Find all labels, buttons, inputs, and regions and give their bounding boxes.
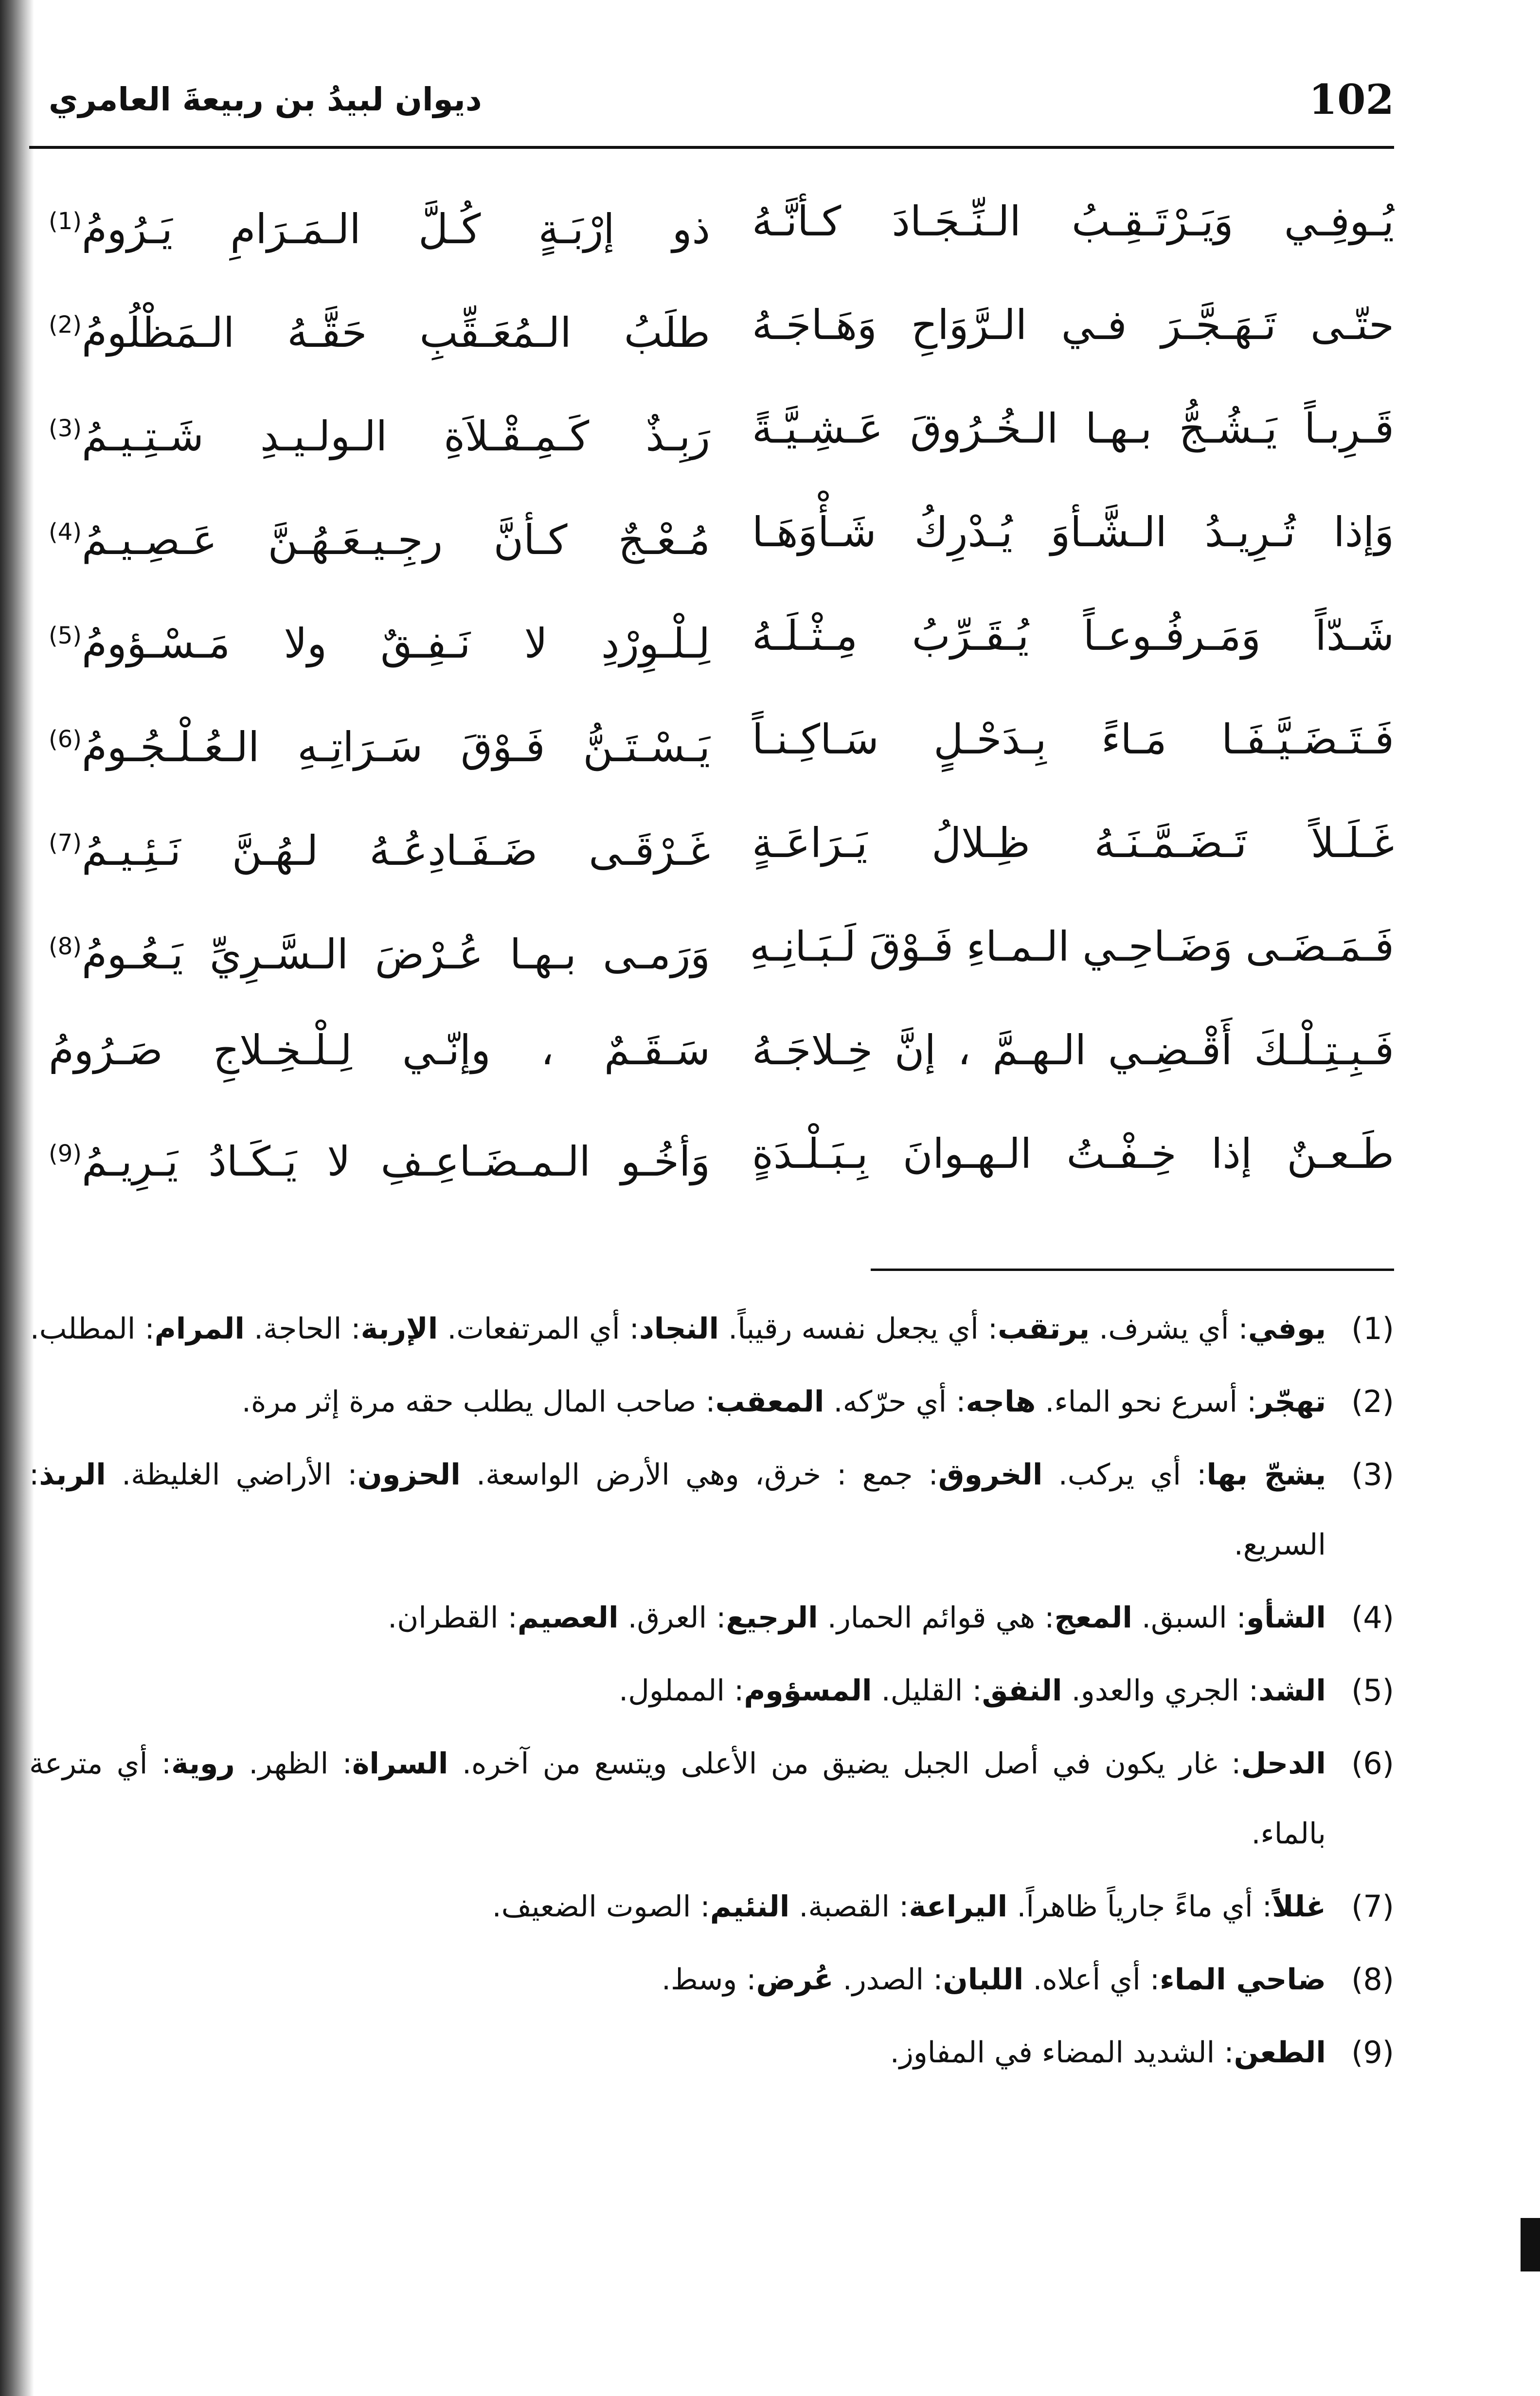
verse-second-hemistich-text: ذو إرْبَـةٍ كُـلَّ الـمَـرَامِ يَـرُومُ <box>82 205 710 253</box>
footnote-definition: : وسط. <box>661 1963 756 1997</box>
verse-first-hemistich: حتّـى تَـهَـجَّـرَ فـي الـرَّوَاحِ وَهَـاجَـهُ <box>752 301 1394 349</box>
footnote-text <box>29 1294 1326 1364</box>
verse-first-hemistich: طَـعـنٌ إذا خِـفْـتُ الـهـوانَ بِـبَـلْـدَةٍ <box>752 1130 1394 1178</box>
footnote-definition: : القصبة. <box>789 1890 909 1924</box>
verse-first-hemistich: غَـلَـلاً تَـضَـمَّـنَـهُ ظِـلالُ يَـرَاعَـةٍ <box>752 819 1394 867</box>
footnote-definition: : جمع : خرق، وهي الأرض الواسعة. <box>460 1458 938 1492</box>
footnote-term: الشأو <box>1246 1601 1326 1635</box>
verse-first-hemistich: شَـدّاً وَمَـرفُـوعـاً يُـقَـرِّبُ مِـثْـلَـهُ <box>752 612 1394 660</box>
footnote-number: (2) <box>1351 1384 1394 1419</box>
verse-line <box>29 170 1394 274</box>
footnote-definition: : هي قوائم الحمار. <box>818 1601 1055 1635</box>
footnote-definition: : الشديد المضاء في المفاوز. <box>890 2036 1234 2070</box>
footnote-definition: : أي يجعل نفسه رقيباً. <box>719 1312 998 1346</box>
footnote-definition: : السريع. <box>29 1458 1326 1562</box>
footnote-term: روية <box>171 1747 235 1781</box>
footnote-text <box>29 1367 1326 1437</box>
verse-second-hemistich <box>49 811 710 882</box>
footnote-text <box>29 2018 1326 2088</box>
footnote-number: (1) <box>1351 1311 1394 1346</box>
verse-second-hemistich-text: لِـلْـوِرْدِ لا نَـفِـقٌ ولا مَـسْـؤومُ <box>82 620 710 667</box>
footnote-term: عُرض <box>756 1963 834 1997</box>
footnote-term: النفق <box>982 1674 1062 1708</box>
verse-second-hemistich <box>49 293 710 364</box>
scan-edge-mark <box>1521 2218 1540 2271</box>
footnote-reference: (3) <box>49 415 82 442</box>
footnote-term: العصيم <box>517 1601 619 1635</box>
footnote-definition: : أي يشرف. <box>1090 1312 1248 1346</box>
verse-line <box>29 792 1394 895</box>
footnote-term: المرام <box>154 1312 245 1346</box>
footnote-term: المعقب <box>715 1385 824 1419</box>
footnote-term: الدحل <box>1241 1747 1326 1781</box>
footnote <box>29 1440 1394 1580</box>
footnote-term: المعج <box>1054 1601 1132 1635</box>
footnote-term: اليراعة <box>909 1890 1008 1924</box>
footnote-term: ضاحي الماء <box>1160 1963 1326 1997</box>
footnote-definition: : المملول. <box>619 1674 744 1708</box>
footnote-term: يشجّ بها <box>1206 1458 1326 1492</box>
footnote-number: (4) <box>1351 1600 1394 1635</box>
footnote-definition: : القطران. <box>388 1601 518 1635</box>
footnote-definition: : الصدر. <box>833 1963 943 1997</box>
footnotes-separator <box>871 1269 1394 1271</box>
verse-line <box>29 481 1394 585</box>
footnote-term: السراة <box>352 1747 448 1781</box>
page-header <box>29 73 1394 136</box>
footnote <box>29 1656 1394 1726</box>
footnote-term: الشد <box>1258 1674 1326 1708</box>
verse-second-hemistich <box>49 915 710 986</box>
footnote <box>29 1872 1394 1942</box>
verse-line <box>29 688 1394 792</box>
verse-second-hemistich <box>49 501 710 572</box>
verse-line <box>29 377 1394 481</box>
footnote-term: هاجه <box>966 1385 1036 1419</box>
verse-second-hemistich-text: وَرَمـى بـهـا عُـرْضَ الـسَّـرِيِّ يَـعُـومُ <box>82 930 710 978</box>
footnote-reference: (2) <box>49 311 82 339</box>
footnote-text <box>29 1656 1326 1726</box>
footnote-reference: (7) <box>49 829 82 857</box>
footnote-term: تهجّر <box>1256 1385 1326 1419</box>
footnote-definition: : الحاجة. <box>244 1312 361 1346</box>
footnote-term: الرجيع <box>726 1601 818 1635</box>
verse-second-hemistich-text: وَأخُـو الـمـضَـاعِـفِ لا يَـكَـادُ يَـرِيـمُ <box>82 1138 710 1185</box>
footnote <box>29 1729 1394 1869</box>
verse-second-hemistich <box>49 708 710 779</box>
footnote-definition: : أي المرتفعات. <box>438 1312 639 1346</box>
footnote-definition: : أي حرّكه. <box>824 1385 966 1419</box>
footnote-definition: : أي أعلاه. <box>1023 1963 1160 1997</box>
footnote-number: (3) <box>1351 1457 1394 1492</box>
footnote-text <box>29 1945 1326 2015</box>
running-title: ديوان لبيدُ بن ربيعةَ العامري <box>49 81 482 118</box>
verse-second-hemistich <box>49 190 710 261</box>
footnote-term: الخروق <box>938 1458 1043 1492</box>
footnote-number: (9) <box>1351 2035 1394 2070</box>
footnote-definition: : الصوت الضعيف. <box>492 1890 710 1924</box>
verse-second-hemistich-text: طلَبُ الـمُعَـقِّبِ حَقَّـهُ الـمَظْلُومُ <box>82 309 710 357</box>
header-rule <box>29 146 1394 149</box>
page-number: 102 <box>1308 75 1394 124</box>
footnote <box>29 1945 1394 2015</box>
footnote-definition: : غار يكون في أصل الجبل يضيق من الأعلى ويتسع من آخره. <box>448 1747 1241 1781</box>
verse-second-hemistich <box>49 1019 710 1082</box>
verse-first-hemistich: قَـرِبـاً يَـشُـجُّ بـهـا الـخُـرُوقَ عَـشِـيَّـةً <box>752 405 1394 452</box>
verse-second-hemistich-text: غَـرْقَـى ضَـفَـادِعُـهُ لـهُـنَّ نَـئِـيـمُ <box>82 827 710 875</box>
footnote-number: (5) <box>1351 1673 1394 1708</box>
footnote-number: (7) <box>1351 1889 1394 1924</box>
verse-line <box>29 1103 1394 1206</box>
footnote-reference: (5) <box>49 622 82 649</box>
footnote-reference: (6) <box>49 726 82 753</box>
verse-second-hemistich-text: رَبِـذٌ كَـمِـقْـلاَةِ الـولـيـدِ شَـتِـيـمُ <box>82 412 710 460</box>
verse-line <box>29 895 1394 999</box>
verse-first-hemistich: وَإذا تُـرِيـدُ الـشَّـأوَ يُـدْرِكُ شَـأْوَهَـا <box>752 508 1394 556</box>
footnotes <box>29 1294 1394 2091</box>
footnote-term: غللاً <box>1271 1890 1326 1924</box>
footnote-definition: : الجري والعدو. <box>1062 1674 1259 1708</box>
footnote-definition: : أي يركب. <box>1042 1458 1207 1492</box>
footnote-definition: : العرق. <box>618 1601 726 1635</box>
verse-line <box>29 999 1394 1103</box>
footnote-reference: (1) <box>49 208 82 235</box>
footnote-definition: : أي مترعة بالماء. <box>29 1747 1326 1851</box>
footnote-term: اللبان <box>943 1963 1024 1997</box>
footnote-reference: (4) <box>49 519 82 546</box>
footnote-definition: : أسرع نحو الماء. <box>1036 1385 1257 1419</box>
footnote-text <box>29 1583 1326 1653</box>
footnote-term: الإربة <box>360 1312 438 1346</box>
footnote-definition: : الأراضي الغليظة. <box>106 1458 358 1492</box>
footnote-text <box>29 1872 1326 1942</box>
footnote-term: النجاد <box>639 1312 719 1346</box>
footnote-term: المسؤوم <box>744 1674 872 1708</box>
footnote-definition: : الظهر. <box>234 1747 353 1781</box>
footnote-reference: (8) <box>49 933 82 960</box>
verse-first-hemistich: فَـبِـتِـلْـكَ أَقْـضِـي الـهـمَّ ، إنَّ خِـلاجَـهُ <box>752 1026 1394 1074</box>
verse-second-hemistich <box>49 397 710 468</box>
footnote-term: النئيم <box>710 1890 790 1924</box>
footnote-definition: : أي ماءً جارياً ظاهراً. <box>1007 1890 1272 1924</box>
footnote-text <box>29 1440 1326 1580</box>
footnote-text <box>29 1729 1326 1869</box>
footnote-number: (6) <box>1351 1746 1394 1781</box>
footnote-term: الطعن <box>1234 2036 1326 2070</box>
verse-second-hemistich <box>49 1122 710 1193</box>
verse-line <box>29 274 1394 377</box>
footnote <box>29 1367 1394 1437</box>
verse-second-hemistich <box>49 604 710 675</box>
footnote <box>29 1294 1394 1364</box>
footnote-number: (8) <box>1351 1962 1394 1997</box>
footnote-term: يوفي <box>1248 1312 1326 1346</box>
footnote <box>29 2018 1394 2088</box>
footnote <box>29 1583 1394 1653</box>
footnote-term: الحزون <box>357 1458 461 1492</box>
verse-first-hemistich: فَـتَـضَـيَّـفَـا مَـاءً بِـدَحْـلٍ سَـاكِـنـاً <box>752 715 1394 763</box>
footnote-term: يرتقب <box>998 1312 1090 1346</box>
verse-second-hemistich-text: سَـقَـمٌ ، وإنّـي لِـلْـخِـلاجِ صَـرُومُ <box>49 1026 710 1074</box>
footnote-definition: : السبق. <box>1132 1601 1247 1635</box>
footnote-definition: : القليل. <box>872 1674 982 1708</box>
poem <box>29 170 1394 1206</box>
verse-second-hemistich-text: يَـسْـتَـنُّ فَـوْقَ سَـرَاتِـهِ الـعُـلْـجُـومُ <box>82 723 710 771</box>
footnote-definition: : المطلب. <box>30 1312 155 1346</box>
verse-second-hemistich-text: مُـعْـجٌ كـأنَّ رجِـيـعَـهُـنَّ عَـصِـيـمُ <box>82 516 710 564</box>
verse-first-hemistich: فَـمَـضَـى وَضَـاحِـي الـمـاءِ فَـوْقَ لَـبَـانِـهِ <box>750 923 1394 970</box>
verse-line <box>29 585 1394 688</box>
footnote-term: الربذ <box>39 1458 106 1492</box>
footnote-definition: : صاحب المال يطلب حقه مرة إثر مرة. <box>241 1385 716 1419</box>
verse-first-hemistich: يُـوفِـي وَيَـرْتَـقِـبُ الـنِّـجَـادَ كـأنَّـهُ <box>752 197 1394 245</box>
footnote-reference: (9) <box>49 1140 82 1167</box>
